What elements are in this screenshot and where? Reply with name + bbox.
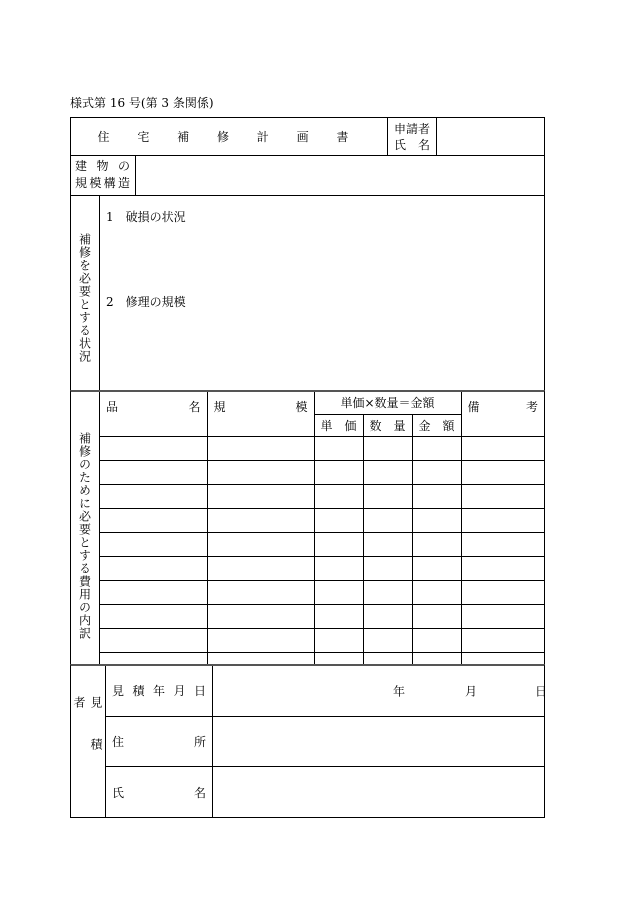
table-cell[interactable]	[461, 628, 544, 652]
table-cell[interactable]	[100, 484, 207, 508]
table-cell[interactable]	[363, 436, 412, 460]
table-cell[interactable]	[100, 460, 207, 484]
table-cell[interactable]	[100, 628, 207, 652]
table-cell[interactable]	[100, 652, 207, 664]
estimate-date-field[interactable]	[213, 666, 548, 716]
table-cell[interactable]	[207, 436, 314, 460]
table-cell[interactable]	[412, 508, 461, 532]
table-cell[interactable]	[461, 604, 544, 628]
table-cell[interactable]	[314, 460, 363, 484]
table-cell[interactable]	[412, 460, 461, 484]
table-cell[interactable]	[461, 508, 544, 532]
header-remarks: 備 考	[461, 392, 544, 436]
table-cell[interactable]	[314, 604, 363, 628]
table-cell[interactable]	[412, 556, 461, 580]
table-cell[interactable]	[207, 508, 314, 532]
table-cell[interactable]	[314, 508, 363, 532]
estimator-section	[70, 664, 548, 818]
table-row	[100, 484, 544, 508]
address-field[interactable]	[213, 717, 544, 767]
table-cell[interactable]	[207, 556, 314, 580]
estimator-name-row	[106, 767, 544, 817]
repair-scale-label: 2 修理の規模	[106, 295, 186, 309]
name-field[interactable]	[213, 767, 544, 817]
table-cell[interactable]	[363, 508, 412, 532]
table-cell[interactable]	[363, 460, 412, 484]
cost-breakdown-table	[100, 392, 544, 664]
table-row	[100, 460, 544, 484]
header-quantity: 数 量	[363, 414, 412, 436]
address-label: 住 所	[106, 717, 213, 767]
table-row	[100, 556, 544, 580]
table-row	[100, 532, 544, 556]
cost-breakdown-label: 補修のために必要とする費用の内訳	[71, 392, 100, 664]
table-cell[interactable]	[412, 436, 461, 460]
table-row	[100, 604, 544, 628]
table-cell[interactable]	[314, 532, 363, 556]
table-cell[interactable]	[363, 484, 412, 508]
table-cell[interactable]	[100, 436, 207, 460]
table-cell[interactable]	[363, 604, 412, 628]
table-cell[interactable]	[461, 460, 544, 484]
table-cell[interactable]	[207, 484, 314, 508]
applicant-name-label: 申 請 者 氏 名	[387, 118, 437, 155]
table-cell[interactable]	[461, 484, 544, 508]
header-amount: 金 額	[412, 414, 461, 436]
table-row	[100, 436, 544, 460]
table-cell[interactable]	[363, 628, 412, 652]
header-scale: 規 模	[207, 392, 314, 436]
building-structure-label: 建 物 の 規 模 構 造	[71, 155, 136, 195]
estimate-date-row	[106, 666, 548, 717]
repair-situation-field[interactable]	[100, 195, 544, 391]
form-number-label: 様式第 16 号(第 3 条関係)	[70, 96, 214, 110]
table-cell[interactable]	[314, 436, 363, 460]
table-cell[interactable]	[461, 652, 544, 664]
building-row	[70, 155, 545, 196]
table-cell[interactable]	[412, 484, 461, 508]
table-row	[100, 628, 544, 652]
repair-situation-label: 補修を必要とする状況	[71, 195, 100, 391]
building-structure-field[interactable]	[136, 155, 544, 195]
table-cell[interactable]	[207, 532, 314, 556]
table-row	[100, 652, 544, 664]
table-cell[interactable]	[363, 580, 412, 604]
table-cell[interactable]	[100, 532, 207, 556]
estimator-address-row	[106, 717, 544, 768]
table-cell[interactable]	[207, 580, 314, 604]
table-cell[interactable]	[412, 532, 461, 556]
table-cell[interactable]	[363, 532, 412, 556]
table-cell[interactable]	[461, 556, 544, 580]
applicant-name-field[interactable]	[437, 118, 544, 155]
repair-situation-section	[70, 195, 545, 392]
table-cell[interactable]	[314, 580, 363, 604]
document-title: 住 宅 補 修 計 画 書	[97, 130, 361, 144]
table-cell[interactable]	[207, 628, 314, 652]
table-cell[interactable]	[100, 604, 207, 628]
table-cell[interactable]	[207, 604, 314, 628]
table-row	[100, 508, 544, 532]
table-cell[interactable]	[314, 484, 363, 508]
estimate-date-label: 見 積 年 月 日	[106, 666, 213, 716]
month-label: 月	[465, 684, 478, 699]
title-row	[70, 117, 545, 156]
table-cell[interactable]	[461, 532, 544, 556]
table-cell[interactable]	[363, 556, 412, 580]
table-cell[interactable]	[412, 652, 461, 664]
table-cell[interactable]	[461, 580, 544, 604]
cost-breakdown-section	[70, 390, 545, 665]
damage-status-label: 1 破損の状況	[106, 210, 186, 224]
table-cell[interactable]	[412, 628, 461, 652]
header-calc: 単価×数量＝金額	[314, 392, 461, 414]
table-cell[interactable]	[314, 628, 363, 652]
name-label: 氏 名	[106, 767, 213, 817]
table-cell[interactable]	[412, 580, 461, 604]
estimator-label: 見積者	[71, 666, 106, 817]
table-cell[interactable]	[100, 556, 207, 580]
day-label: 日	[535, 684, 548, 699]
header-unit-price: 単 価	[314, 414, 363, 436]
table-cell[interactable]	[100, 580, 207, 604]
table-cell[interactable]	[363, 652, 412, 664]
table-cell[interactable]	[314, 652, 363, 664]
year-label: 年	[393, 684, 406, 699]
table-cell[interactable]	[314, 556, 363, 580]
table-cell[interactable]	[412, 604, 461, 628]
table-cell[interactable]	[207, 652, 314, 664]
header-item-name: 品 名	[100, 392, 207, 436]
table-cell[interactable]	[207, 460, 314, 484]
table-cell[interactable]	[461, 436, 544, 460]
table-row	[100, 580, 544, 604]
table-cell[interactable]	[100, 508, 207, 532]
